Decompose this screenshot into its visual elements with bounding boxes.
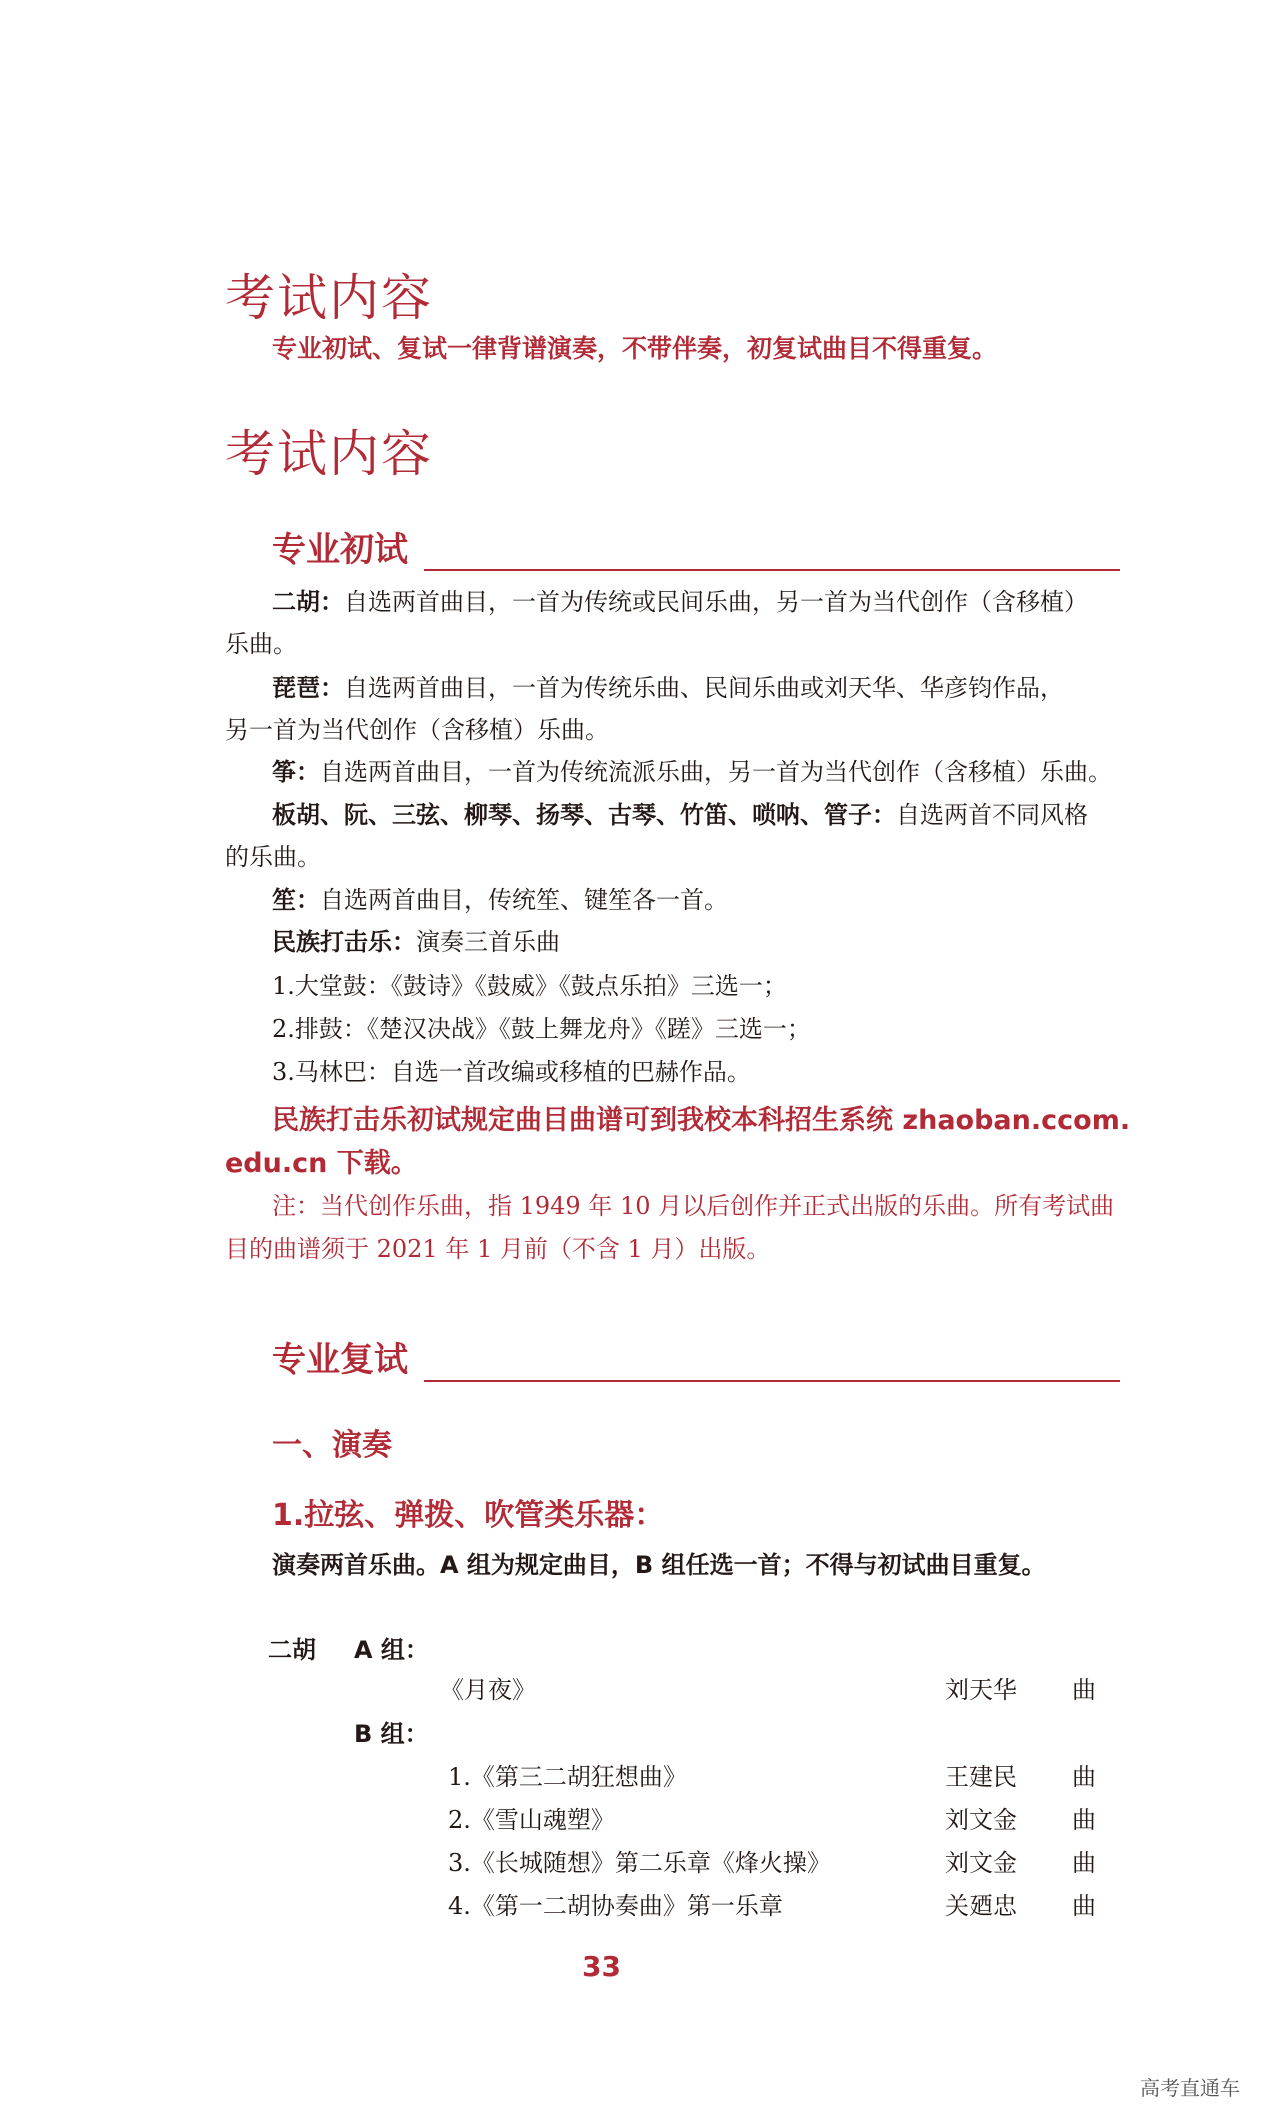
pipa-text-2: 另一首为当代创作（含移植）乐曲。 [225,716,609,744]
pipa-text-1: 自选两首曲目，一首为传统乐曲、民间乐曲或刘天华、华彦钧作品， [344,674,1064,702]
intro-rule: 专业初试、复试一律背谱演奏，不带伴奏，初复试曲目不得重复。 [272,334,998,363]
sheng-text: 自选两首曲目，传统笙、键笙各一首。 [320,886,728,914]
percussion-label: 民族打击乐： [272,928,416,956]
download-line-2: edu.cn 下载。 [225,1148,418,1179]
piece-title: 4.《第一二胡协奏曲》第一乐章 [448,1892,783,1920]
piece-title: 2.《雪山魂塑》 [448,1806,615,1834]
others-label: 板胡、阮、三弦、柳琴、扬琴、古琴、竹笛、唢呐、管子： [272,801,896,829]
percussion-text: 演奏三首乐曲 [416,928,560,956]
erhu-label: 二胡： [272,588,344,616]
note-line-2: 目的曲谱须于 2021 年 1 月前（不含 1 月）出版。 [225,1235,771,1263]
section-heading-exam-content-repeat: 考试内容 [225,425,433,483]
others-text-1: 自选两首不同风格 [896,801,1088,829]
piece-title: 1.《第三二胡狂想曲》 [448,1763,687,1791]
retest-title: 专业复试 [272,1340,408,1380]
erhu-text-1: 自选两首曲目，一首为传统或民间乐曲，另一首为当代创作（含移植） [344,588,1088,616]
piece-composer: 刘文金 [945,1806,1017,1834]
piece-composer: 刘文金 [945,1849,1017,1877]
piece-composer: 关廼忠 [945,1892,1017,1920]
section-heading-exam-content: 考试内容 [225,269,433,327]
pipa-label: 琵琶： [272,674,344,702]
erhu-line-1 [272,582,1088,623]
preliminary-title-rule [424,569,1120,571]
piece-composer: 王建民 [945,1763,1017,1791]
piece-composer: 刘天华 [945,1676,1017,1704]
zheng-line [272,752,1112,793]
piece-title: 《月夜》 [440,1676,536,1704]
download-line-1: 民族打击乐初试规定曲目曲谱可到我校本科招生系统 zhaoban.ccom. [272,1105,1131,1136]
percussion-item: 3.马林巴：自选一首改编或移植的巴赫作品。 [272,1058,751,1086]
percussion-item: 2.排鼓：《楚汉决战》《鼓上舞龙舟》《蹉》三选一； [272,1015,811,1043]
piece-suffix: 曲 [1072,1849,1096,1877]
pipa-line-1 [272,668,1064,709]
sheng-line [272,880,728,921]
retest-instruction: 演奏两首乐曲。A 组为规定曲目，B 组任选一首；不得与初试曲目重复。 [272,1551,1046,1579]
piece-suffix: 曲 [1072,1806,1096,1834]
percussion-line [272,922,560,963]
instrument-label-erhu: 二胡 [268,1636,316,1664]
group-a-label: A 组： [354,1636,429,1664]
preliminary-title: 专业初试 [272,530,408,570]
retest-sub-instruments: 1.拉弦、弹拨、吹管类乐器： [272,1498,665,1533]
erhu-text-2: 乐曲。 [225,630,297,658]
watermark-text: 高考直通车 [1140,2076,1240,2100]
note-line-1: 注：当代创作乐曲，指 1949 年 10 月以后创作并正式出版的乐曲。所有考试曲 [272,1192,1115,1220]
others-text-2: 的乐曲。 [225,843,321,871]
page-number: 33 [582,1950,621,1983]
retest-title-rule [424,1380,1120,1382]
percussion-item: 1.大堂鼓：《鼓诗》《鼓威》《鼓点乐拍》三选一； [272,972,787,1000]
piece-title: 3.《长城随想》第二乐章《烽火操》 [448,1849,831,1877]
piece-suffix: 曲 [1072,1892,1096,1920]
piece-suffix: 曲 [1072,1763,1096,1791]
others-line-1 [272,795,1088,836]
zheng-label: 筝： [272,758,320,786]
group-b-label: B 组： [354,1720,429,1748]
zheng-text: 自选两首曲目，一首为传统流派乐曲，另一首为当代创作（含移植）乐曲。 [320,758,1112,786]
retest-sub-performance: 一、演奏 [272,1428,392,1463]
sheng-label: 笙： [272,886,320,914]
piece-suffix: 曲 [1072,1676,1096,1704]
